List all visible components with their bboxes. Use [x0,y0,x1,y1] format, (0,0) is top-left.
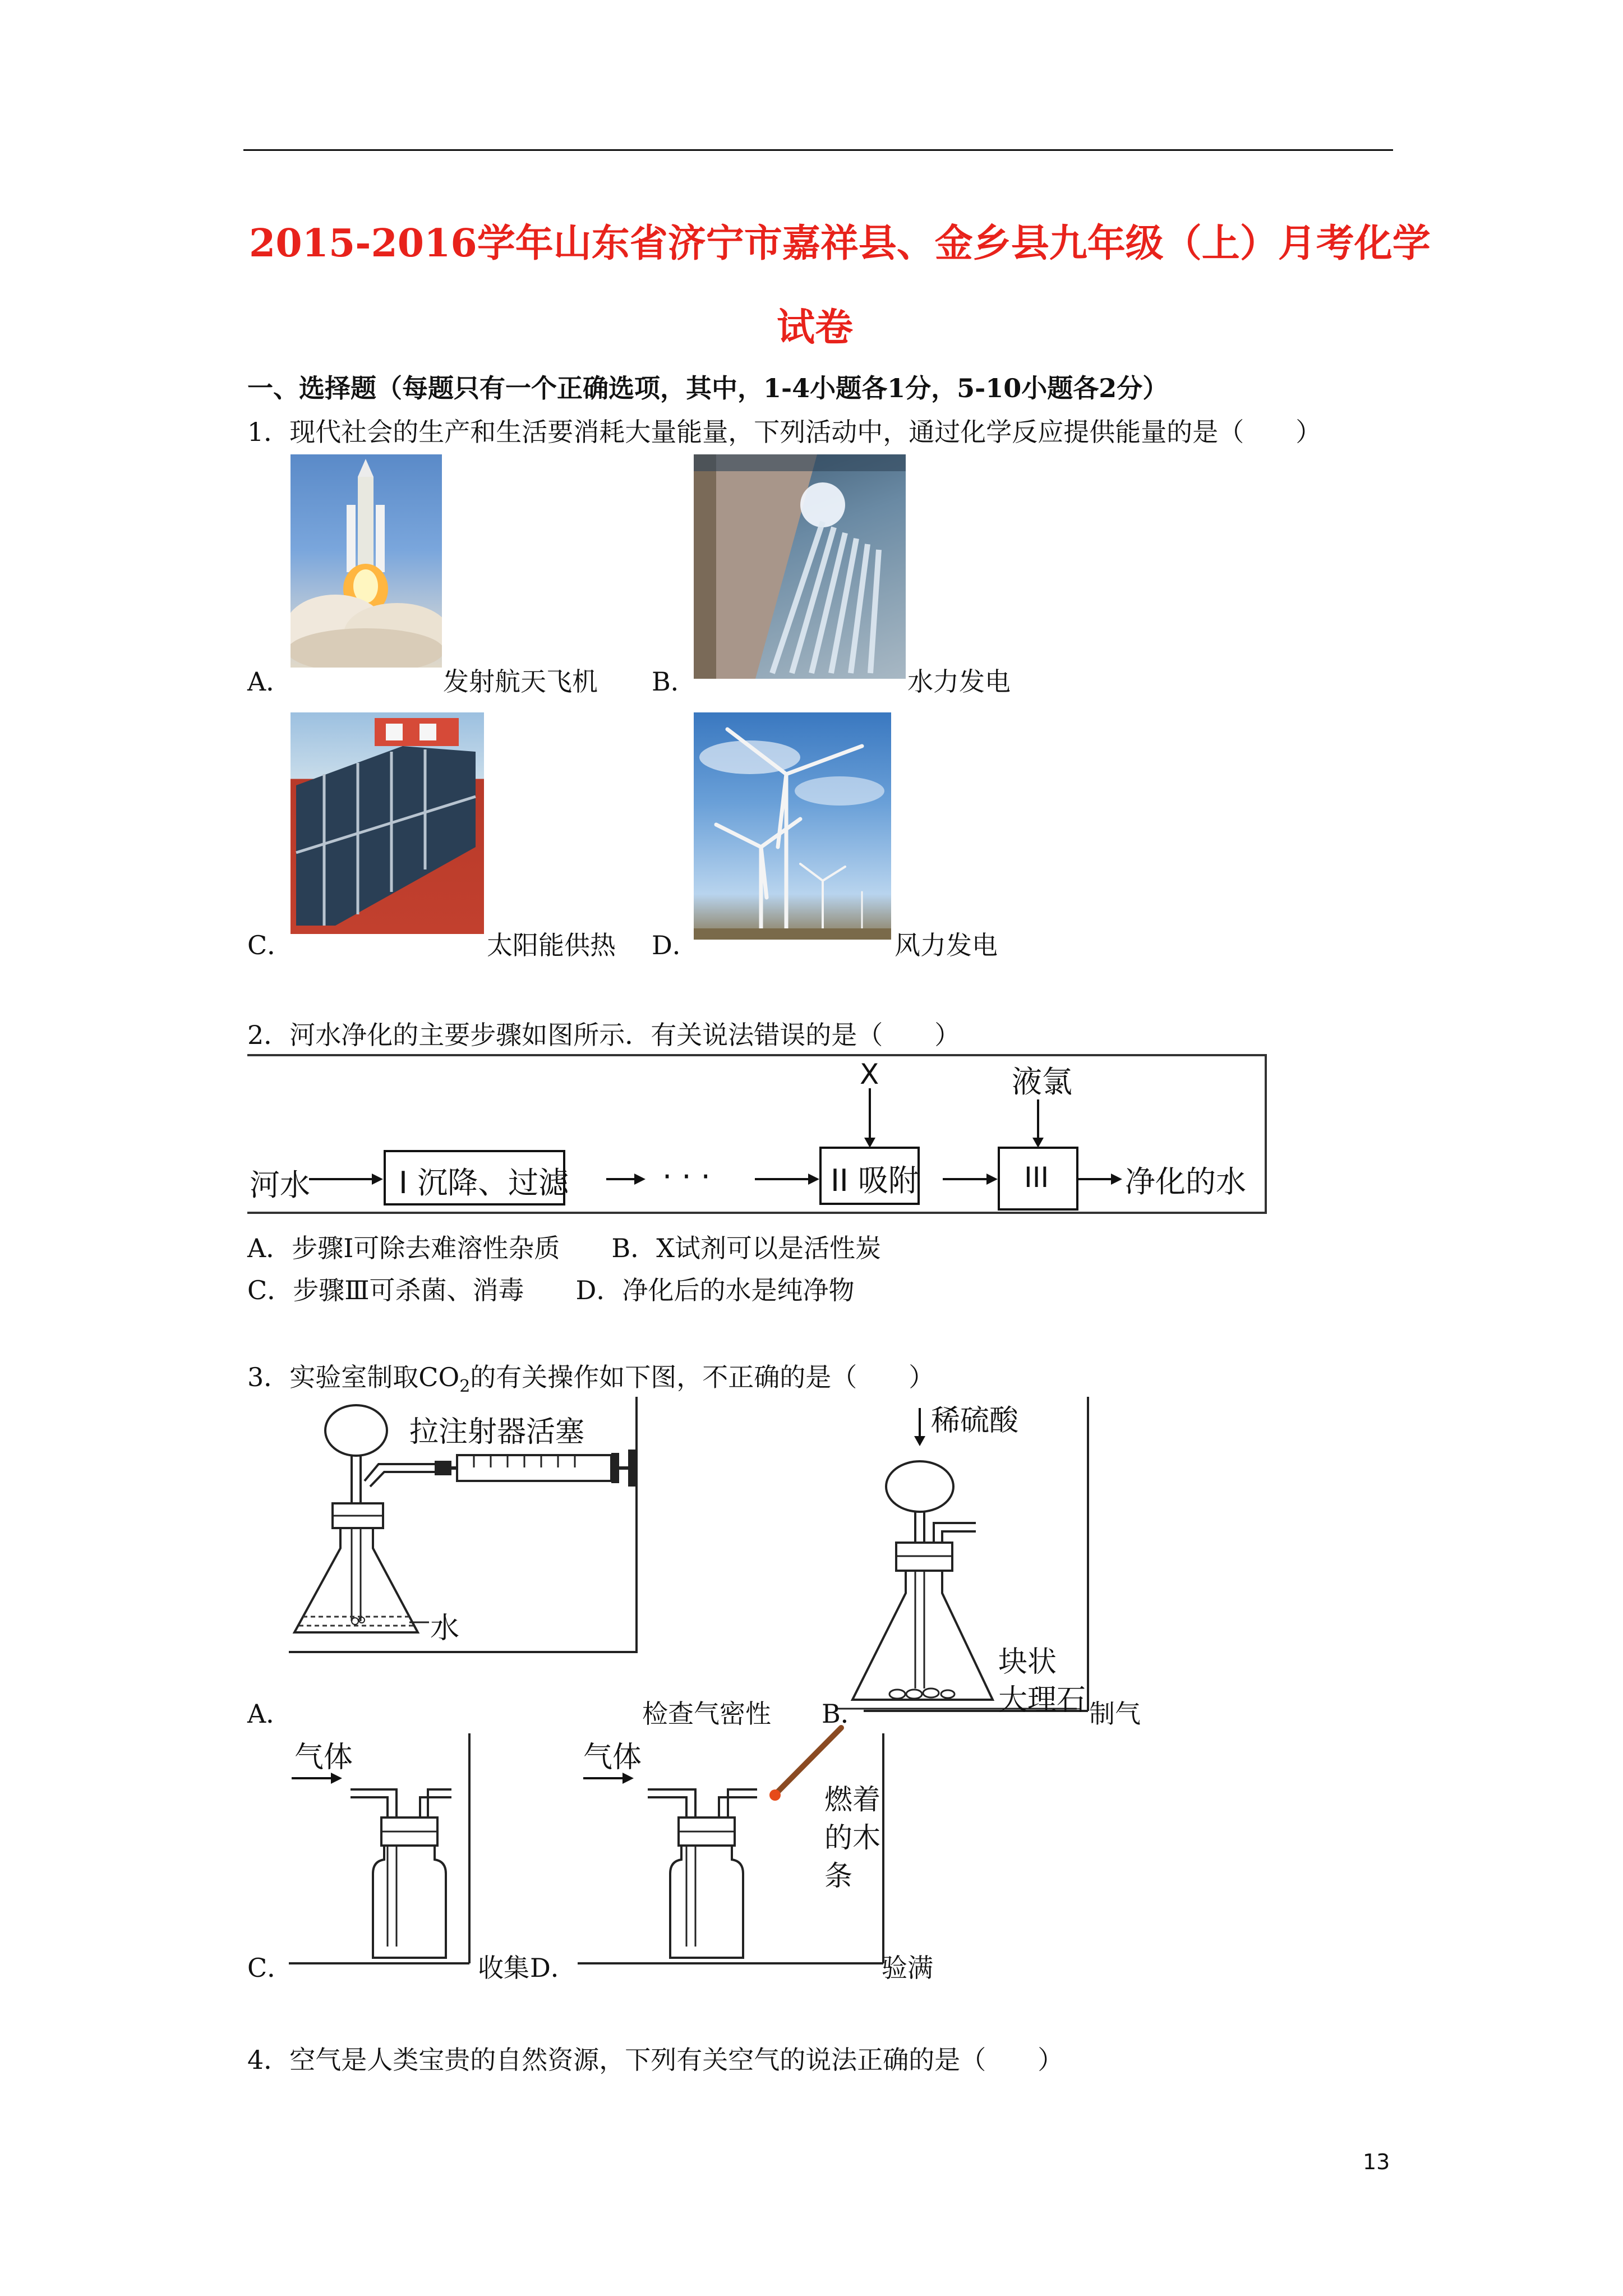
q1-option-d-letter: D． [652,930,698,960]
question-2-stem: 2．河水净化的主要步骤如图所示．有关说法错误的是（ ） [247,1020,961,1050]
solar-panel-graphic [291,712,484,934]
q1-option-b-letter: B． [652,666,697,697]
water-purification-diagram [247,1055,1268,1223]
page-number: 13 [1363,2150,1390,2174]
q3-stem-post: 的有关操作如下图，不正确的是（ ） [470,1362,935,1392]
figure-b-gas-generation [864,1397,1155,1719]
fig-b-solid-label-2: 大理石 [998,1683,1086,1717]
q1-option-b-label: 水力发电 [907,666,1011,697]
fig-a-syringe-label: 拉注射器活塞 [409,1415,585,1449]
diagram-reagent-x: X [860,1058,879,1091]
wind-turbine-photo [694,712,891,940]
q3-option-a-label: 检查气密性 [642,1699,771,1729]
q1-option-a-letter: A． [247,666,292,697]
solar-panel-photo [291,712,484,934]
q1-option-d-label: 风力发电 [895,930,998,960]
fig-d-stick-label-2: 的木 [824,1821,880,1854]
q3-option-d-label: 验满 [882,1953,933,1983]
q3-stem-pre: 3．实验室制取CO [247,1362,460,1392]
diagram-dots: · · · [662,1159,711,1194]
q2-options-line2: C．步骤Ⅲ可杀菌、消毒 D．净化后的水是纯净物 [247,1275,855,1305]
section-heading: 一、选择题（每题只有一个正确选项，其中，1-4小题各1分，5-10小题各2分） [247,373,1169,403]
fig-d-gas-label: 气体 [583,1741,642,1774]
figure-a-airtightness [289,1397,642,1655]
shuttle-launch-graphic [291,454,442,668]
question-1-stem: 1．现代社会的生产和生活要消耗大量能量，下列活动中，通过化学反应提供能量的是（ ） [247,417,1322,447]
q3-option-c-letter: C． [247,1953,293,1983]
q2-options-line1: A．步骤Ⅰ可除去难溶性杂质 B．X试剂可以是活性炭 [247,1233,881,1263]
q3-option-c-label: 收集 [478,1953,529,1983]
figure-d-full-check [578,1733,892,1975]
q3-option-d-letter: D． [530,1953,577,1983]
fig-c-gas-label: 气体 [294,1741,353,1774]
diagram-input-label: 河水 [250,1167,310,1203]
shuttle-launch-photo [291,454,442,668]
fig-b-solid-label-1: 块状 [998,1645,1057,1679]
hydro-dam-graphic [694,454,906,679]
diagram-step2-label: II 吸附 [831,1163,919,1198]
q3-option-b-letter: B． [822,1699,866,1729]
diagram-reagent-chlorine: 液氯 [1012,1064,1072,1099]
fig-d-stick-label-3: 条 [824,1860,852,1892]
page-title-line2: 试卷 [777,305,854,350]
hydro-dam-photo [694,454,906,679]
diagram-step1-label: I 沉降、过滤 [399,1165,569,1200]
diagram-output-label: 净化的水 [1125,1164,1246,1199]
page-title-line1: 2015-2016学年山东省济宁市嘉祥县、金乡县九年级（上）月考化学 [249,221,1431,266]
question-4-stem: 4．空气是人类宝贵的自然资源，下列有关空气的说法正确的是（ ） [247,2045,1064,2075]
wind-turbine-graphic [694,712,891,940]
fig-a-water-label: 水 [430,1612,460,1645]
q3-stem-subscript: 2 [459,1377,471,1397]
q1-option-a-label: 发射航天飞机 [443,666,598,697]
diagram-step3-label: III [1024,1161,1049,1194]
figure-c-collection [289,1733,474,1975]
fig-d-stick-label-1: 燃着 [824,1783,880,1816]
fig-b-acid-label: 稀硫酸 [931,1404,1019,1438]
header-rule [243,149,1393,151]
q1-option-c-label: 太阳能供热 [487,930,616,960]
q1-option-c-letter: C． [247,930,293,960]
q3-option-a-letter: A． [247,1699,292,1729]
q3-option-b-label: 制气 [1089,1699,1141,1729]
